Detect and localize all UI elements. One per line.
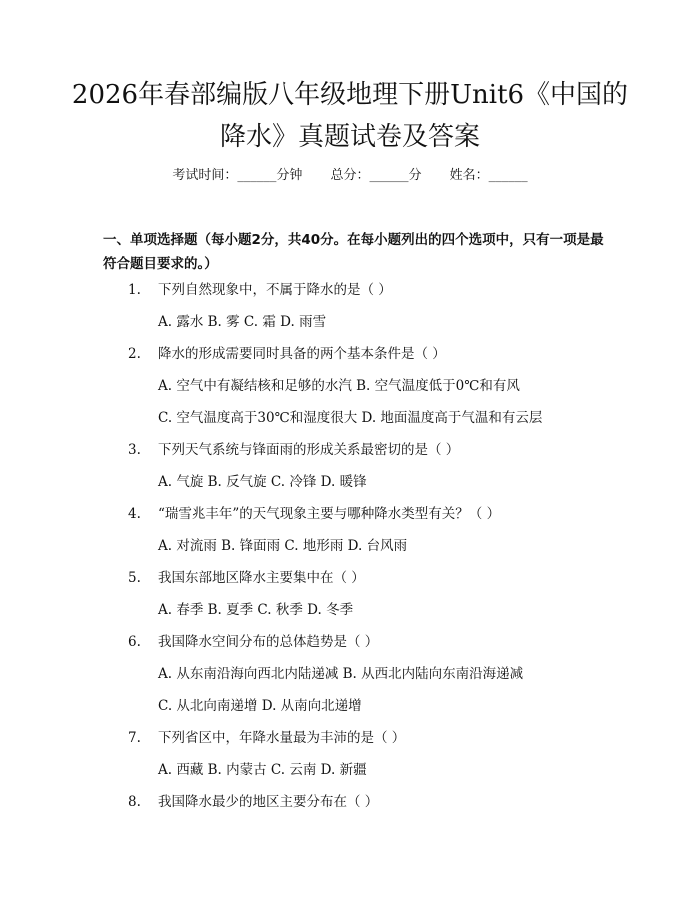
question-item — [0, 726, 700, 758]
question-text: 我国东部地区降水主要集中在（ ） — [158, 570, 365, 586]
option-line: A. 春季 B. 夏季 C. 秋季 D. 冬季 — [158, 602, 354, 618]
question-text: “瑞雪兆丰年”的天气现象主要与哪种降水类型有关？（ ） — [158, 506, 501, 522]
question-number: 4. — [128, 506, 141, 522]
option-line: C. 从北向南递增 D. 从南向北递增 — [158, 698, 362, 714]
question-item — [0, 790, 700, 822]
question-number: 3. — [128, 442, 141, 458]
question-item — [0, 566, 700, 598]
exam-info-line — [0, 166, 700, 186]
question-item — [0, 438, 700, 470]
question-options — [0, 310, 700, 342]
option-line: A. 从东南沿海向西北内陆递减 B. 从西北内陆向东南沿海递减 — [158, 666, 524, 682]
question-number: 5. — [128, 570, 141, 586]
option-line: A. 露水 B. 雾 C. 霜 D. 雨雪 — [158, 314, 327, 330]
question-item — [0, 502, 700, 534]
question-item — [0, 342, 700, 374]
option-line: A. 对流雨 B. 锋面雨 C. 地形雨 D. 台风雨 — [158, 538, 408, 554]
question-number: 2. — [128, 346, 141, 362]
question-options — [0, 662, 700, 694]
question-options — [0, 694, 700, 726]
question-number: 8. — [128, 794, 141, 810]
question-options — [0, 406, 700, 438]
question-number: 7. — [128, 730, 141, 746]
question-item — [0, 278, 700, 310]
student-name-field: 姓名：______ — [449, 168, 528, 183]
total-score-field: 总分：______分 — [330, 168, 422, 183]
question-text: 我国降水空间分布的总体趋势是（ ） — [158, 634, 379, 650]
question-options — [0, 374, 700, 406]
section-heading: 一、单项选择题（每小题2分，共40分。在每小题列出的四个选项中，只有一项是最符合题目要求的。） — [103, 232, 604, 272]
question-options — [0, 470, 700, 502]
question-item — [0, 630, 700, 662]
question-number: 1. — [128, 282, 141, 298]
option-line: C. 空气温度高于30℃和湿度很大 D. 地面温度高于气温和有云层 — [158, 410, 543, 426]
option-line: A. 西藏 B. 内蒙古 C. 云南 D. 新疆 — [158, 762, 367, 778]
option-line: A. 气旋 B. 反气旋 C. 冷锋 D. 暖锋 — [158, 474, 367, 490]
question-text: 我国降水最少的地区主要分布在（ ） — [158, 794, 379, 810]
question-text: 下列天气系统与锋面雨的形成关系最密切的是（ ） — [158, 442, 460, 458]
option-line: A. 空气中有凝结核和足够的水汽 B. 空气温度低于0℃和有风 — [158, 378, 520, 394]
question-list — [0, 278, 700, 822]
question-options — [0, 598, 700, 630]
question-text: 下列省区中，年降水量最为丰沛的是（ ） — [158, 730, 406, 746]
question-options — [0, 534, 700, 566]
question-text: 下列自然现象中，不属于降水的是（ ） — [158, 282, 392, 298]
question-text: 降水的形成需要同时具备的两个基本条件是（ ） — [158, 346, 446, 362]
page-title: 2026年春部编版八年级地理下册Unit6《中国的降水》真题试卷及答案 — [71, 80, 629, 152]
exam-time-field: 考试时间：______分钟 — [172, 168, 303, 183]
question-options — [0, 758, 700, 790]
question-number: 6. — [128, 634, 141, 650]
